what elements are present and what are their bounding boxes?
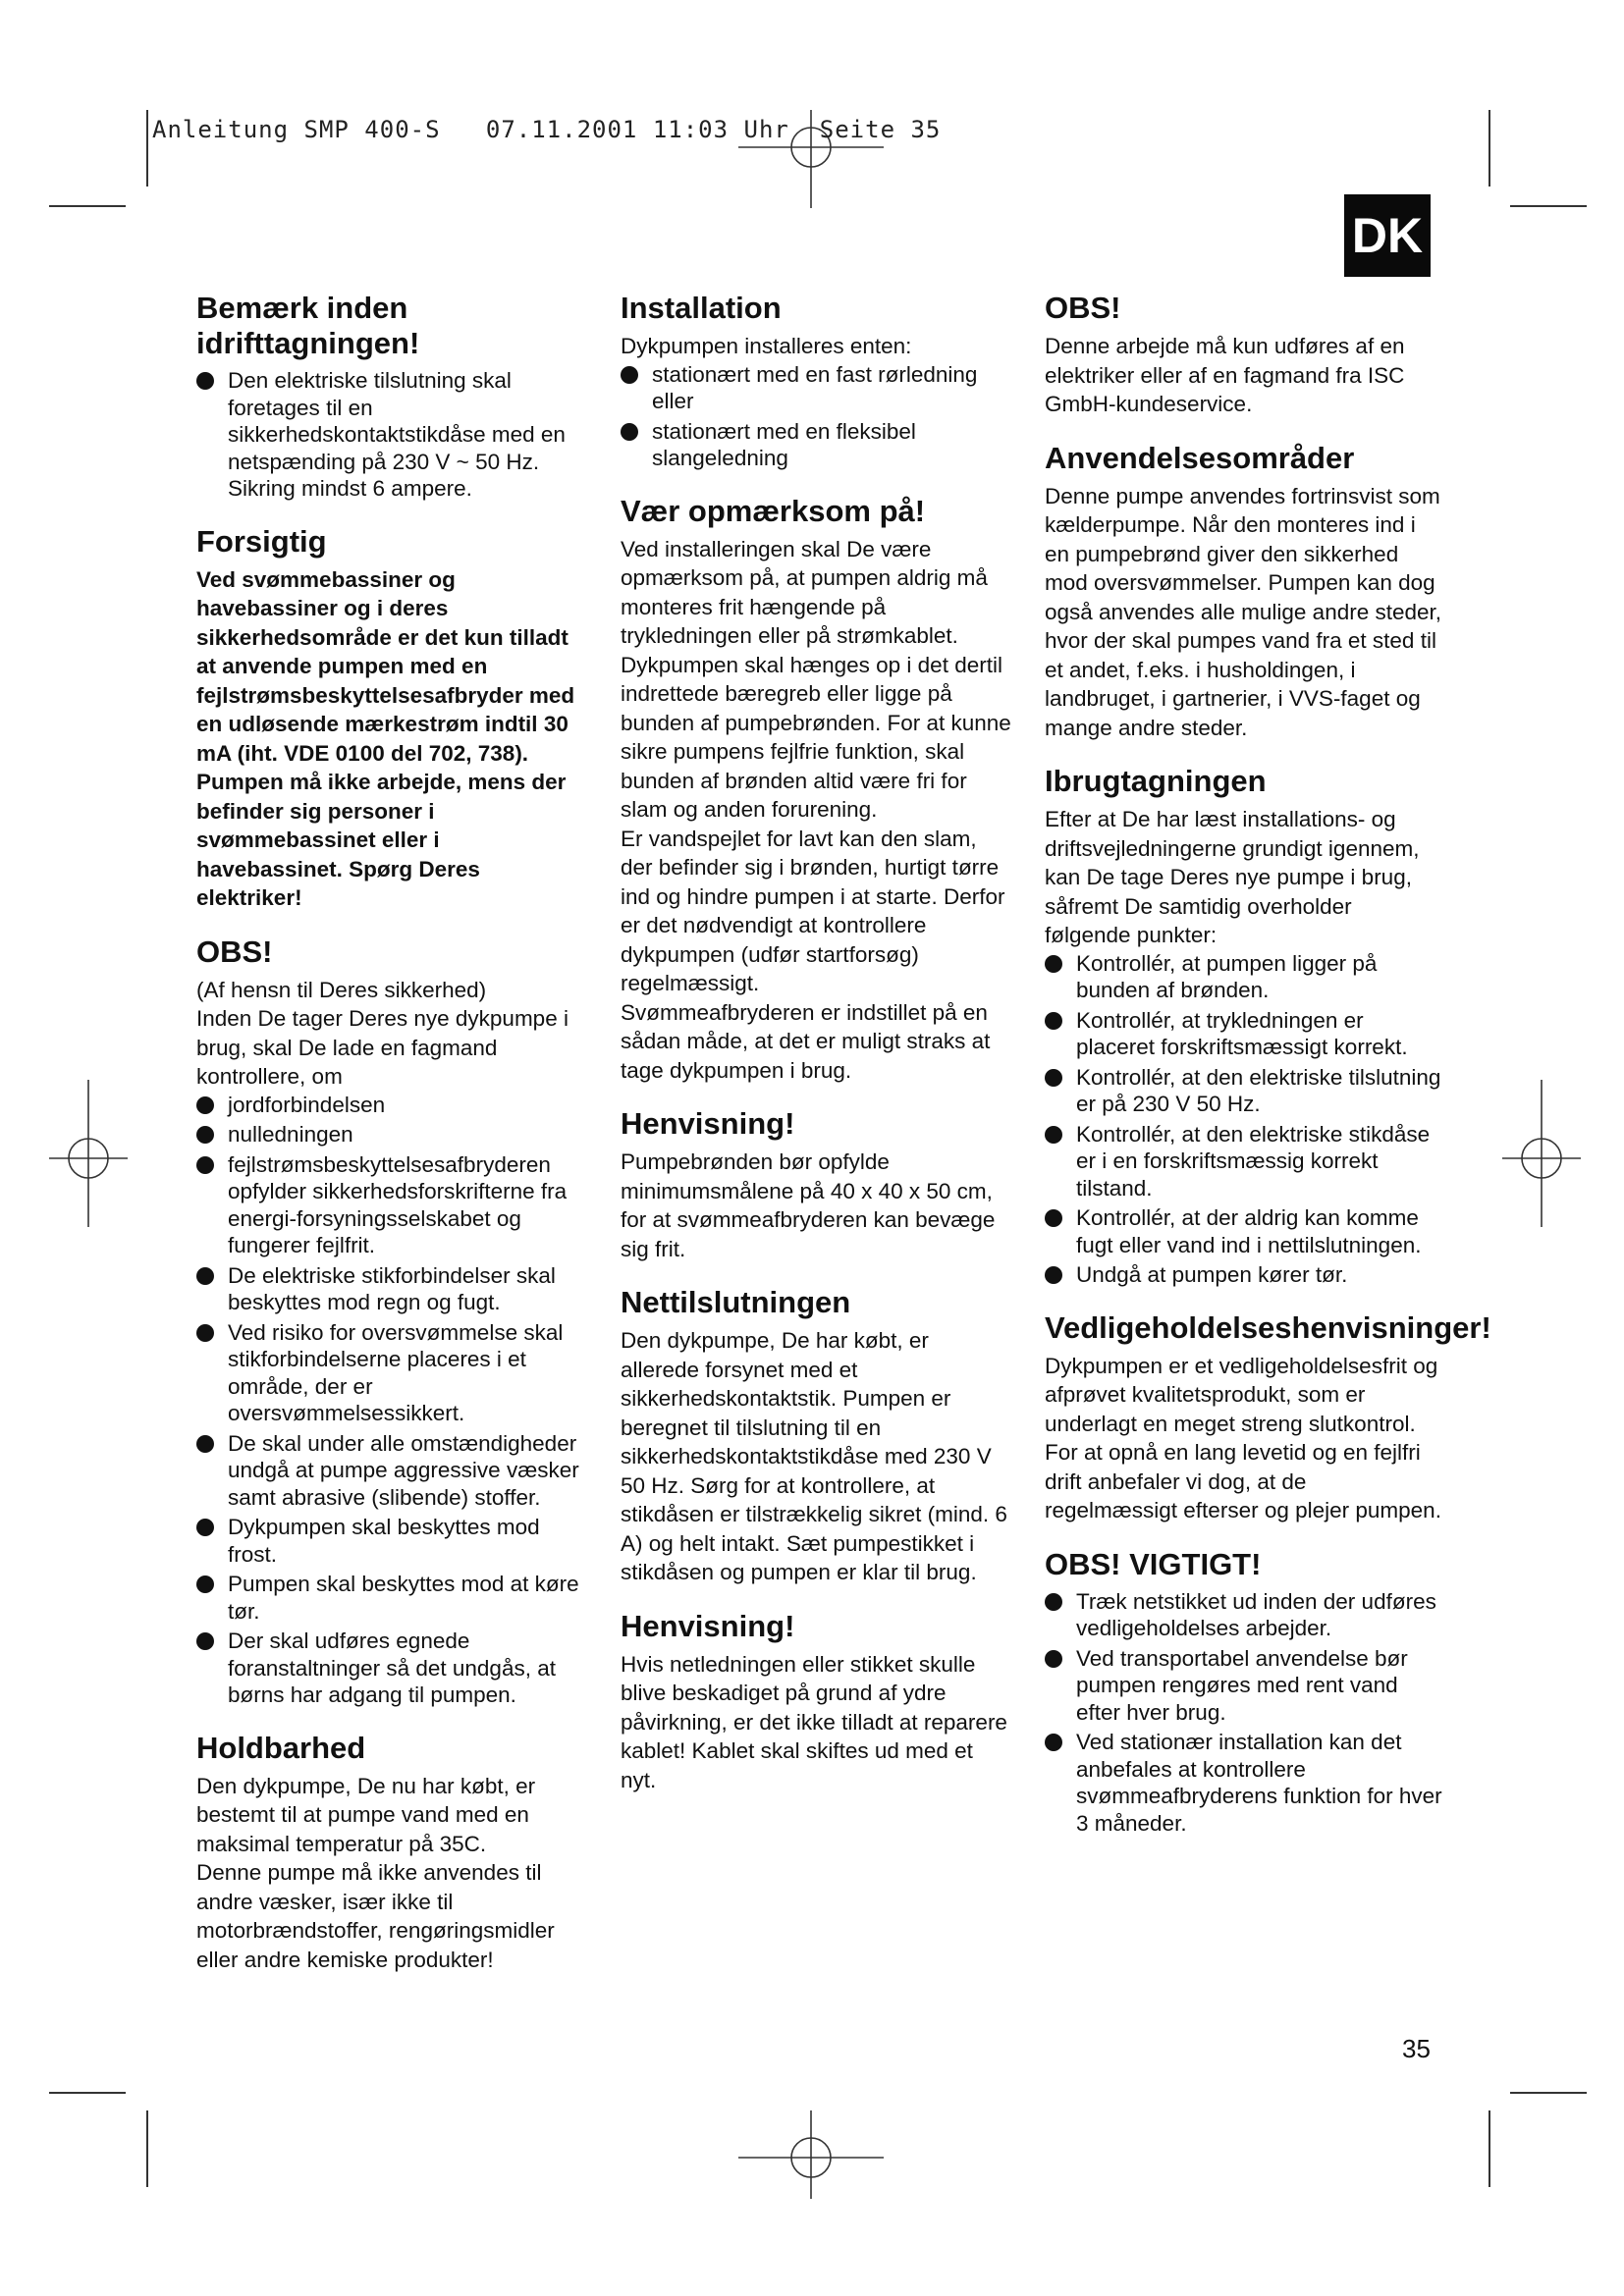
bullet-icon (196, 1267, 214, 1285)
section-installation (621, 291, 1013, 472)
bullet-list (196, 1092, 589, 1709)
registration-mark-right (1502, 1080, 1581, 1227)
registration-mark-bottom (738, 2110, 884, 2199)
section-title: OBS! VIGTIGT! (1045, 1546, 1262, 1581)
list-item: Kontrollér, at der aldrig kan komme fugt eller vand ind i nettilslutningen. (1045, 1204, 1442, 1258)
list-item: jordforbindelsen (196, 1092, 589, 1119)
list-item: fejlstrømsbeskyttelsesafbryderen opfylder sikkerhedsforskrifterne fra energi-forsyningsselskabet og fungerer fejlfrit. (196, 1151, 589, 1259)
section-title: OBS! (196, 934, 273, 969)
bullet-icon (1045, 1650, 1062, 1668)
bullet-icon (196, 1096, 214, 1114)
section-title: Ibrugtagningen (1045, 764, 1267, 798)
bullet-icon (196, 372, 214, 390)
section-title: Vedligeholdelseshenvisninger! (1045, 1309, 1491, 1345)
bullet-icon (1045, 1069, 1062, 1087)
section-vedligeholdelse (1045, 1309, 1491, 1525)
list-item: Der skal udføres egnede foranstaltninger så det undgås, at børns har adgang til pumpen. (196, 1628, 589, 1709)
list-item: stationært med en fast rørledning eller (621, 361, 1013, 415)
registration-mark-left (49, 1080, 128, 1227)
bullet-icon (1045, 955, 1062, 973)
section-forsigtig (196, 524, 589, 913)
print-header: Anleitung SMP 400-S 07.11.2001 11:03 Uhr Seite 35 (152, 116, 942, 143)
list-item: Kontrollér, at den elektriske tilslutning er på 230 V 50 Hz. (1045, 1064, 1442, 1118)
column-2 (621, 291, 1013, 1816)
section-obs-elektriker (1045, 291, 1442, 419)
bullet-icon (621, 366, 638, 384)
bullet-icon (196, 1324, 214, 1342)
bullet-icon (1045, 1012, 1062, 1030)
section-title: Holdbarhed (196, 1730, 366, 1765)
bullet-list (1045, 1588, 1442, 1838)
bullet-list (621, 361, 1013, 472)
list-item: stationært med en fleksibel slangeledning (621, 418, 1013, 472)
paragraph: Ved installeringen skal De være opmærksom på, at pumpen aldrig må monteres frit hængende på trykledningen eller på strømkablet. Dykpumpen skal hænges op i det dertil indrettede bæregreb eller ligge på bunden af pumpebrønden. For at kunne sikre pumpens fejlfrie funktion, skal bunden af brønden altid være fri for slam og anden forurening. (621, 536, 1011, 822)
bullet-icon (196, 1156, 214, 1174)
list-item: Træk netstikket ud inden der udføres vedligeholdelses arbejder. (1045, 1588, 1442, 1642)
list-item: Ved risiko for oversvømmelse skal stikforbindelserne placeres i et område, der er oversvømmelsessikkert. (196, 1319, 589, 1427)
paragraph: Dykpumpen installeres enten: (621, 334, 912, 358)
bullet-icon (196, 1126, 214, 1144)
paragraph: Dykpumpen er et vedligeholdelsesfrit og afprøvet kvalitetsprodukt, som er underlagt en meget streng slutkontrol. (1045, 1353, 1438, 1436)
page-number: 35 (1402, 2034, 1431, 2063)
bullet-icon (1045, 1734, 1062, 1751)
bullet-icon (1045, 1209, 1062, 1227)
warning-text: Pumpen må ikke arbejde, mens der befinder sig personer i svømmebassinet eller i havebassinet. Spørg Deres elektriker! (196, 770, 567, 910)
section-title: Henvisning! (621, 1608, 795, 1643)
list-item: De skal under alle omstændigheder undgå at pumpe aggressive væsker samt abrasive (slibende) stoffer. (196, 1430, 589, 1512)
section-holdbarhed (196, 1731, 589, 1975)
section-obs-vigtigt (1045, 1547, 1442, 1838)
paragraph: Den dykpumpe, De har købt, er allerede forsynet med et sikkerhedskontaktstik. Pumpen er beregnet til tilslutning til en sikkerhedskontaktstikdåse med 230 V 50 Hz. Sørg for at kontrollere, at stikdåsen er tilstrækkelig sikret (mind. 6 A) og helt intakt. Sæt pumpestikket i stikdåsen og pumpen er klar til brug. (621, 1328, 1007, 1584)
bullet-icon (196, 1632, 214, 1650)
paragraph: Er vandspejlet for lavt kan den slam, der befinder sig i brønden, hurtigt tørre ind og hindre pumpen i at starte. Derfor er det nødvendigt at kontrollere dykpumpen (udfør startforsøg) regelmæssigt. (621, 826, 1005, 995)
section-title: Nettilslutningen (621, 1285, 851, 1319)
section-obs (196, 934, 589, 1709)
bullet-icon (621, 423, 638, 441)
column-3 (1045, 291, 1491, 1858)
section-nettilslutningen (621, 1285, 1013, 1587)
section-title: Installation (621, 291, 782, 325)
bullet-icon (1045, 1126, 1062, 1144)
warning-text: Ved svømmebassiner og havebassiner og i deres sikkerhedsområde er det kun tilladt at anvende pumpen med en fejlstrømsbeskyttelsesafbryder med en udløsende mærkestrøm indtil 30 mA (iht. VDE 0100 del 702, 738). (196, 566, 575, 766)
section-anvendelsesomraader (1045, 441, 1442, 743)
bullet-list (196, 367, 589, 503)
bullet-icon (196, 1435, 214, 1453)
list-item: Pumpen skal beskyttes mod at køre tør. (196, 1571, 589, 1625)
section-title: Forsigtig (196, 523, 327, 559)
paragraph: Efter at De har læst installations- og driftsvejledningerne grundigt igennem, kan De tage Deres nye pumpe i brug, såfremt De samtidig overholder følgende punkter: (1045, 807, 1420, 947)
section-title: Vær opmærksom på! (621, 493, 926, 528)
section-title: Bemærk inden idrifttagningen! (196, 291, 420, 360)
section-ibrugtagningen (1045, 764, 1442, 1289)
section-vaer-opmaerksom (621, 494, 1013, 1086)
paragraph: Denne pumpe må ikke anvendes til andre væsker, især ikke til motorbrændstoffer, rengøringsmidler eller andre kemiske produkter! (196, 1860, 555, 1972)
paragraph: Hvis netledningen eller stikket skulle blive beskadiget på grund af ydre påvirkning, er det ikke tilladt at reparere kablet! Kablet skal skiftes ud med et nyt. (621, 1651, 1007, 1792)
list-item: Kontrollér, at pumpen ligger på bunden af brønden. (1045, 950, 1442, 1004)
list-item: Ved stationær installation kan det anbefales at kontrollere svømmeafbryderens funktion for hver 3 måneder. (1045, 1729, 1442, 1837)
paragraph: Den dykpumpe, De nu har købt, er bestemt til at pumpe vand med en maksimal temperatur på 35C. (196, 1773, 536, 1856)
list-item: nulledningen (196, 1121, 589, 1148)
bullet-icon (196, 1519, 214, 1536)
section-title: OBS! (1045, 291, 1121, 325)
paragraph: Svømmeafbryderen er indstillet på en sådan måde, at det er muligt straks at tage dykpumpen i brug. (621, 999, 991, 1083)
section-title: Henvisning! (621, 1106, 795, 1141)
section-bemaerk (196, 291, 589, 503)
paragraph: Denne pumpe anvendes fortrinsvist som kælderpumpe. Når den monteres ind i en pumpebrønd giver den sikkerhed mod oversvømmelser. Pumpen kan dog også anvendes alle mulige andre steder, hvor der skal pumpes vand fra et sted til et andet, f.eks. i husholdingen, i landbruget, i gartnerier, i VVS-faget og mange andre steder. (1045, 483, 1442, 740)
bullet-icon (1045, 1593, 1062, 1611)
bullet-list (1045, 950, 1442, 1289)
bullet-icon (1045, 1266, 1062, 1284)
language-badge: DK (1344, 194, 1431, 277)
paragraph: Denne arbejde må kun udføres af en elektriker eller af en fagmand fra ISC GmbH-kundeservice. (1045, 334, 1405, 416)
section-title: Anvendelsesområder (1045, 440, 1355, 475)
list-item: Undgå at pumpen kører tør. (1045, 1261, 1442, 1289)
paragraph: Inden De tager Deres nye dykpumpe i brug, skal De lade en fagmand kontrollere, om (196, 1006, 568, 1089)
column-1 (196, 291, 589, 1996)
section-henvisning-1 (621, 1106, 1013, 1263)
section-henvisning-2 (621, 1609, 1013, 1795)
paragraph: For at opnå en lang levetid og en fejlfri drift anbefaler vi dog, at de regelmæssigt efterser og plejer pumpen. (1045, 1440, 1441, 1522)
list-item: Kontrollér, at den elektriske stikdåse er i en forskriftsmæssig korrekt tilstand. (1045, 1121, 1442, 1202)
list-item: Dykpumpen skal beskyttes mod frost. (196, 1514, 589, 1568)
list-item: Kontrollér, at trykledningen er placeret forskriftsmæssigt korrekt. (1045, 1007, 1442, 1061)
list-item: Ved transportabel anvendelse bør pumpen rengøres med rent vand efter hver brug. (1045, 1645, 1442, 1727)
list-item: De elektriske stikforbindelser skal beskyttes mod regn og fugt. (196, 1262, 589, 1316)
paragraph: (Af hensn til Deres sikkerhed) (196, 977, 487, 1002)
paragraph: Pumpebrønden bør opfylde minimumsmålene på 40 x 40 x 50 cm, for at svømmeafbryderen kan bevæge sig frit. (621, 1149, 996, 1261)
list-item: Den elektriske tilslutning skal foretages til en sikkerhedskontaktstikdåse med en netspænding på 230 V ~ 50 Hz. Sikring mindst 6 ampere. (196, 367, 589, 503)
bullet-icon (196, 1575, 214, 1593)
